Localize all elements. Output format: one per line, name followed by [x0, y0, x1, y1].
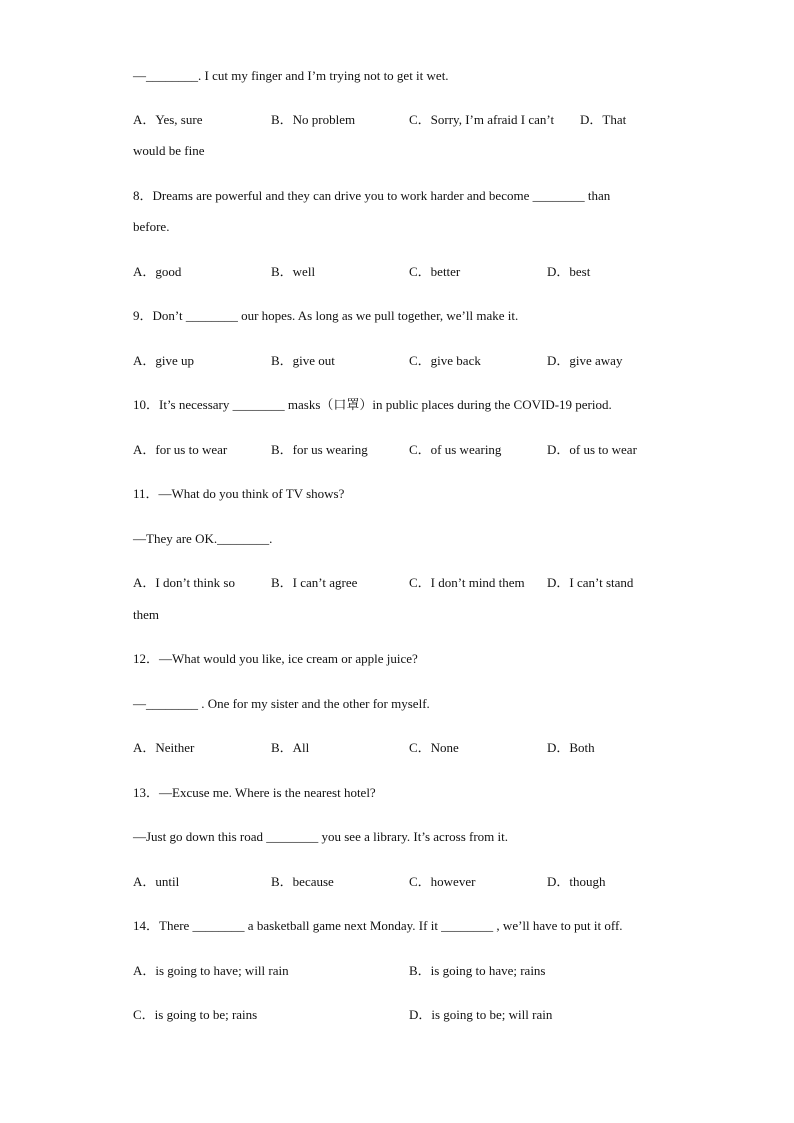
q11-stem: 11．—What do you think of TV shows? — [133, 486, 345, 501]
q9-option-a[interactable]: A．give up — [133, 353, 195, 368]
q8-stem-wrap: before. — [133, 219, 170, 234]
q9-stem: 9．Don’t ________ our hopes. As long as we pull together, we’ll make it. — [133, 308, 519, 323]
q11-answer-line: —They are OK.________. — [133, 531, 273, 546]
q8-option-a[interactable]: A．good — [133, 264, 182, 279]
q14-option-b[interactable]: B．is going to have; rains — [409, 963, 546, 978]
q8-option-d[interactable]: D．best — [547, 264, 591, 279]
q7-option-a[interactable]: A．Yes, sure — [133, 112, 203, 127]
q14-option-c[interactable]: C．is going to be; rains — [133, 1007, 258, 1022]
q8-option-c[interactable]: C．better — [409, 264, 461, 279]
q7-answer-line: —________. I cut my finger and I’m trying not to get it wet. — [133, 68, 449, 83]
q14-option-d[interactable]: D．is going to be; will rain — [409, 1007, 553, 1022]
q11-option-b[interactable]: B．I can’t agree — [271, 575, 358, 590]
q7-option-d[interactable]: D．That — [580, 112, 627, 127]
q7-option-b[interactable]: B．No problem — [271, 112, 356, 127]
q11-option-a[interactable]: A．I don’t think so — [133, 575, 235, 590]
q9-option-d[interactable]: D．give away — [547, 353, 623, 368]
q12-option-b[interactable]: B．All — [271, 740, 310, 755]
q12-stem: 12．—What would you like, ice cream or apple juice? — [133, 651, 418, 666]
q10-option-b[interactable]: B．for us wearing — [271, 442, 368, 457]
q11-option-c[interactable]: C．I don’t mind them — [409, 575, 525, 590]
q12-option-a[interactable]: A．Neither — [133, 740, 195, 755]
q12-option-c[interactable]: C．None — [409, 740, 459, 755]
q13-answer-line: —Just go down this road ________ you see a library. It’s across from it. — [133, 829, 509, 844]
q14-option-a[interactable]: A．is going to have; will rain — [133, 963, 289, 978]
q9-option-c[interactable]: C．give back — [409, 353, 481, 368]
q7-option-c[interactable]: C．Sorry, I’m afraid I can’t — [409, 112, 555, 127]
q12-answer-line: —________ . One for my sister and the other for myself. — [133, 696, 430, 711]
q8-stem: 8．Dreams are powerful and they can drive you to work harder and become ________ than — [133, 188, 611, 203]
q13-option-c[interactable]: C．however — [409, 874, 476, 889]
q7-option-d-wrap: would be fine — [133, 143, 205, 158]
q13-option-b[interactable]: B．because — [271, 874, 334, 889]
q10-option-a[interactable]: A．for us to wear — [133, 442, 228, 457]
q12-option-d[interactable]: D．Both — [547, 740, 595, 755]
q13-stem: 13．—Excuse me. Where is the nearest hotel? — [133, 785, 376, 800]
q10-option-d[interactable]: D．of us to wear — [547, 442, 637, 457]
q11-option-d-wrap: them — [133, 607, 159, 622]
q9-option-b[interactable]: B．give out — [271, 353, 335, 368]
q14-stem: 14．There ________ a basketball game next Monday. If it ________ , we’ll have to put it off. — [133, 918, 623, 933]
q11-option-d[interactable]: D．I can’t stand — [547, 575, 634, 590]
q13-option-a[interactable]: A．until — [133, 874, 180, 889]
q8-option-b[interactable]: B．well — [271, 264, 316, 279]
q13-option-d[interactable]: D．though — [547, 874, 606, 889]
q10-stem: 10．It’s necessary ________ masks（口罩）in public places during the COVID-19 period. — [133, 397, 612, 412]
q10-option-c[interactable]: C．of us wearing — [409, 442, 502, 457]
